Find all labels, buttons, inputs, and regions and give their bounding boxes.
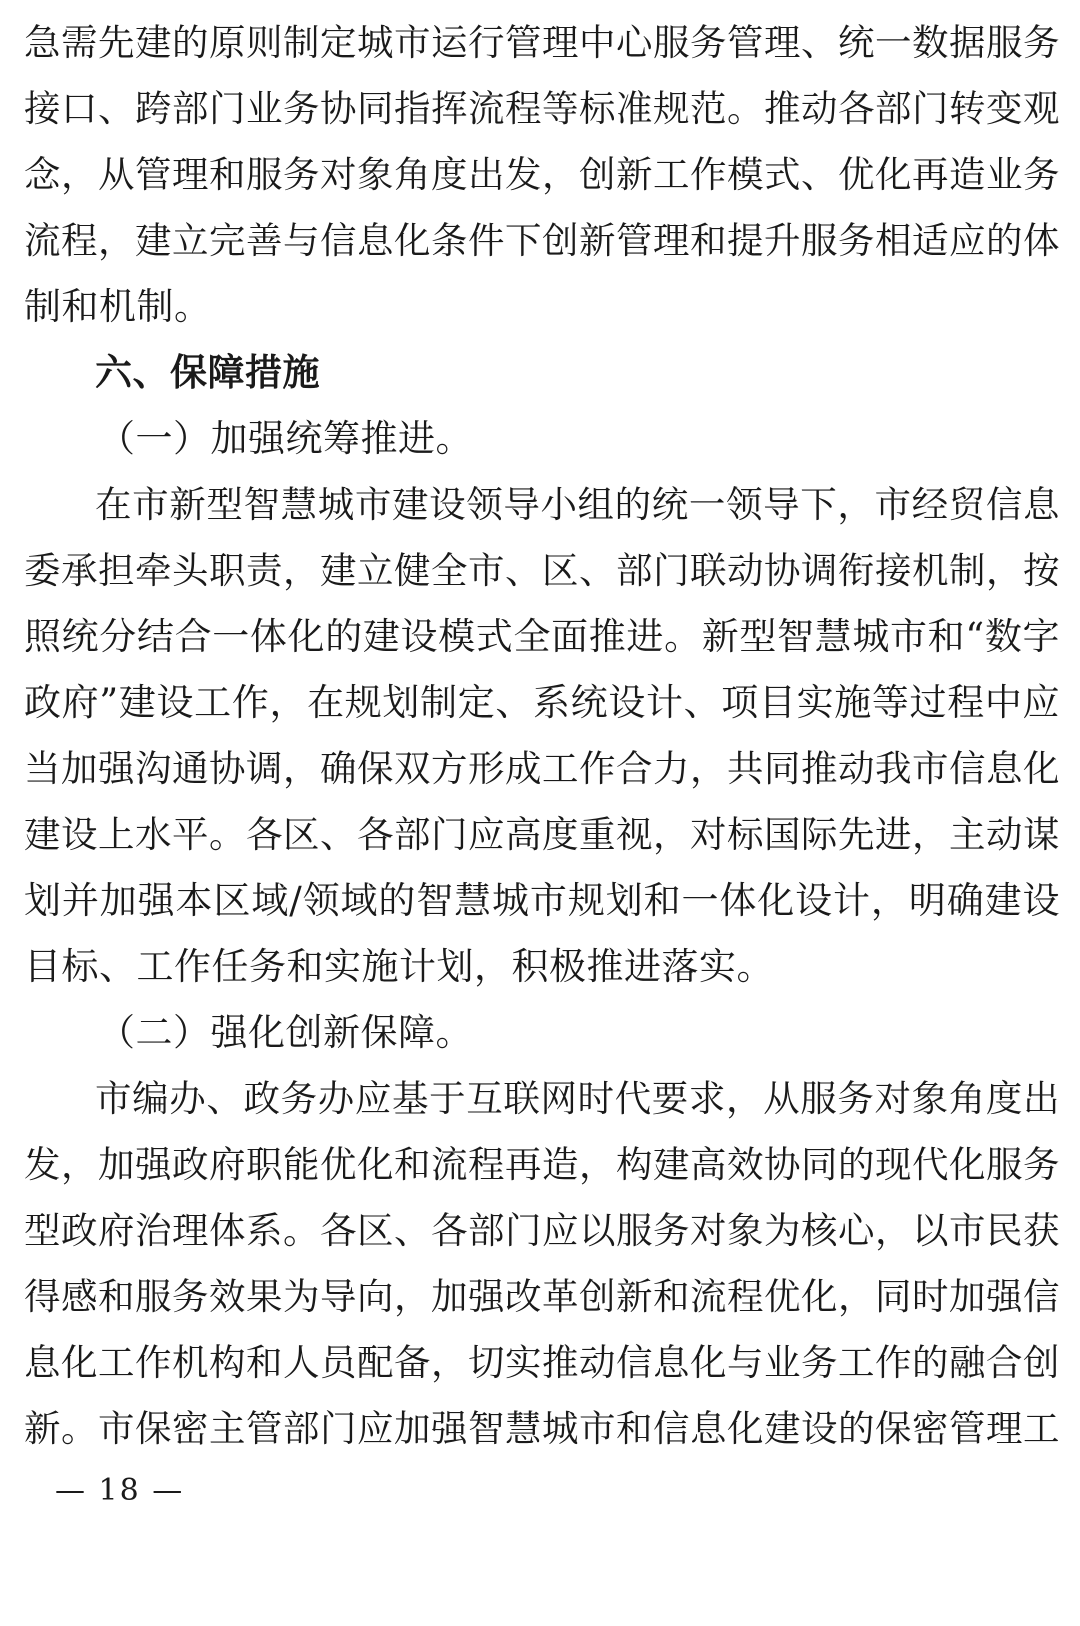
body-text-line: 建设上水平。各区、各部门应高度重视，对标国际先进，主动谋 (24, 813, 1060, 856)
body-text-line: 息化工作机构和人员配备，切实推动信息化与业务工作的融合创 (24, 1341, 1060, 1384)
page-number: — 18 — (55, 1473, 185, 1508)
body-text-line: 急需先建的原则制定城市运行管理中心服务管理、统一数据服务 (24, 21, 1060, 64)
body-text-line: 念，从管理和服务对象角度出发，创新工作模式、优化再造业务 (24, 153, 1060, 196)
body-text-line: 政府”建设工作，在规划制定、系统设计、项目实施等过程中应 (24, 681, 1060, 724)
subsection-heading: （二）强化创新保障。 (98, 1011, 473, 1054)
body-text-line: 接口、跨部门业务协同指挥流程等标准规范。推动各部门转变观 (24, 87, 1060, 130)
paragraph-first-line: 市编办、政务办应基于互联网时代要求，从服务对象角度出 (95, 1077, 1060, 1120)
paragraph-first-line: 在市新型智慧城市建设领导小组的统一领导下，市经贸信息 (95, 483, 1060, 526)
body-text-line: 新。市保密主管部门应加强智慧城市和信息化建设的保密管理工 (24, 1407, 1060, 1450)
body-text-line: 型政府治理体系。各区、各部门应以服务对象为核心，以市民获 (24, 1209, 1060, 1252)
body-text-line: 得感和服务效果为导向，加强改革创新和流程优化，同时加强信 (24, 1275, 1060, 1318)
body-text-line: 划并加强本区域/领域的智慧城市规划和一体化设计，明确建设 (24, 879, 1060, 922)
body-text-line: 照统分结合一体化的建设模式全面推进。新型智慧城市和“数字 (24, 615, 1060, 658)
body-text-line: 当加强沟通协调，确保双方形成工作合力，共同推动我市信息化 (24, 747, 1060, 790)
section-heading: 六、保障措施 (95, 351, 320, 394)
body-text-line: 流程，建立完善与信息化条件下创新管理和提升服务相适应的体 (24, 219, 1060, 262)
body-text-line: 制和机制。 (24, 285, 212, 328)
body-text-line: 目标、工作任务和实施计划，积极推进落实。 (24, 945, 774, 988)
body-text-line: 委承担牵头职责，建立健全市、区、部门联动协调衔接机制，按 (24, 549, 1060, 592)
body-text-line: 发，加强政府职能优化和流程再造，构建高效协同的现代化服务 (24, 1143, 1060, 1186)
subsection-heading: （一）加强统筹推进。 (98, 417, 473, 460)
